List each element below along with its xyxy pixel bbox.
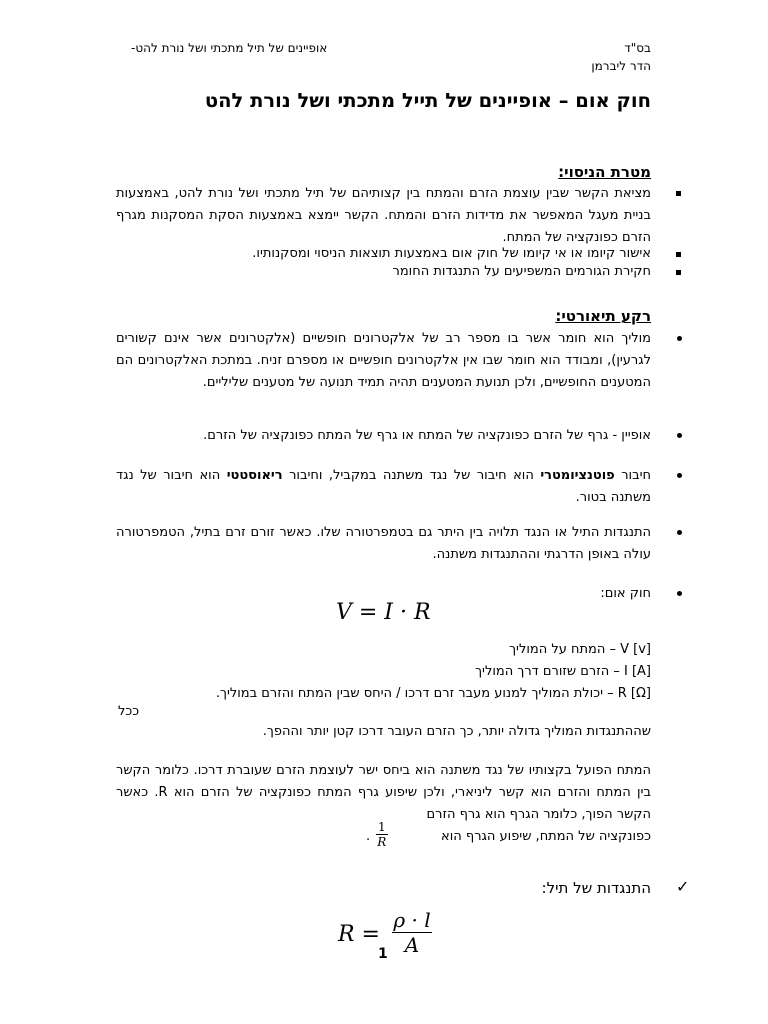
proportionality-paragraph: המתח הפועל בקצותיו של נגד משתנה הוא ביחס ישר לעוצמת הזרם שעוברת דרכו. כלומר הקשר בין המתח והזרם הוא קשר ליניארי, ולכן שיפוע גרף המתח כפונקציה של הזרם הוא R. כאשר הקשר הפוך, כלומר הגרף הוא גרף הזרם	[116, 763, 651, 822]
ohm-law-label: חוק אום:	[600, 586, 651, 601]
connection-text-a: חיבור	[614, 468, 651, 483]
ohm-formula: V = I · R	[336, 600, 431, 625]
definition-kol: ככל	[118, 704, 140, 719]
theory-bullet-characteristic: אופיין - גרף של הזרם כפונקציה של המתח או גרף של המתח כפונקציה של הזרם.	[203, 428, 651, 443]
connection-text-b: הוא חיבור של נגד משתנה במקביל, וחיבור	[282, 468, 541, 483]
fraction-numerator: 1	[378, 820, 386, 834]
header-left-title: אופיינים של תיל מתכתי ושל נורת להט-	[131, 41, 328, 55]
theory-heading: רקע תיאורטי:	[555, 307, 651, 325]
definition-resistance: R [Ω] – יכולת המוליך למנוע מעבר זרם דרכו / היחס שבין המתח והזרם במוליך.	[215, 686, 651, 701]
definition-resistance-more: שההתנגדות המוליך גדולה יותר, כך הזרם העובר דרכו קטן יותר וההפך.	[262, 724, 651, 739]
header-author: הדר ליברמן	[591, 59, 651, 73]
resistance-formula-fraction	[392, 908, 432, 957]
connection-text-c: הוא חיבור של נגד משתנה בטור.	[116, 468, 651, 505]
rheostatic-term: ריאוסטטי	[226, 468, 283, 483]
square-bullet-icon	[676, 270, 681, 275]
theory-bullet-connection	[116, 465, 651, 509]
bullet-icon	[677, 473, 682, 478]
bullet-icon	[677, 336, 682, 341]
one-over-r-fraction	[376, 820, 388, 849]
square-bullet-icon	[676, 252, 681, 257]
bullet-icon	[677, 530, 682, 535]
page-number: 1	[378, 946, 388, 962]
theory-bullet-temperature: התנגדות התיל או הנגד תלויה בין היתר גם בטמפרטורה שלו. כאשר זורם זרם בתיל, הטמפרטורה עולה באופן הדרגתי וההתנגדות משתנה.	[116, 525, 651, 562]
wire-resistance-heading: התנגדות של תיל:	[541, 879, 651, 897]
goal-item-1: מציאת הקשר שבין עוצמת הזרם והמתח בין קצותיהם של תיל מתכתי ושל נורת להט, באמצעות בניית מעגל המאפשר את מדידות הזרם והמתח. הקשר יימצא באמצעות הסקת המסקנות מגרף הזרם כפונקציה של המתח.	[116, 186, 651, 245]
potentiometric-term: פוטנציומטרי	[540, 468, 615, 483]
resistance-numerator: ρ · l	[393, 908, 431, 932]
bullet-icon	[677, 591, 682, 596]
page-title: חוק אום – אופיינים של תייל מתכתי ושל נורת להט	[204, 89, 651, 112]
square-bullet-icon	[676, 191, 681, 196]
goal-item-3: חקירת הגורמים המשפיעים על התנגדות החומר	[392, 264, 651, 279]
bullet-icon	[677, 433, 682, 438]
resistance-denominator: A	[404, 933, 420, 957]
header-right-line1: בס"ד	[624, 41, 651, 55]
theory-bullet-conductor: מוליך הוא חומר אשר בו מספר רב של אלקטרונים חופשיים (אלקטרונים אשר אינם קשורים לגרעין), ומבודד הוא חומר שבו אין אלקטרונים חופשיים או מספרם זניח. במתכת האלקטרונים הם המטענים החופשיים, ולכן תנועת המטענים תהיה תמיד תנועה של מטענים שליליים.	[116, 331, 651, 390]
definition-voltage: V [v] – המתח על המוליך	[509, 642, 651, 657]
definition-current: I [A] – הזרם שזורם דרך המוליך	[475, 664, 651, 679]
checkmark-icon: ✓	[676, 877, 690, 896]
goal-heading: מטרת הניסוי:	[558, 163, 651, 181]
goal-item-2: אישור קיומו או אי קיומו של חוק אום באמצעות תוצאות הניסוי ומסקנותיו.	[252, 246, 651, 261]
fraction-denominator: R	[377, 835, 387, 849]
slope-sentence: כפונקציה של המתח, שיפוע הגרף הוא	[441, 829, 651, 844]
resistance-formula-lhs: R =	[338, 922, 380, 947]
slope-period: .	[366, 829, 371, 844]
